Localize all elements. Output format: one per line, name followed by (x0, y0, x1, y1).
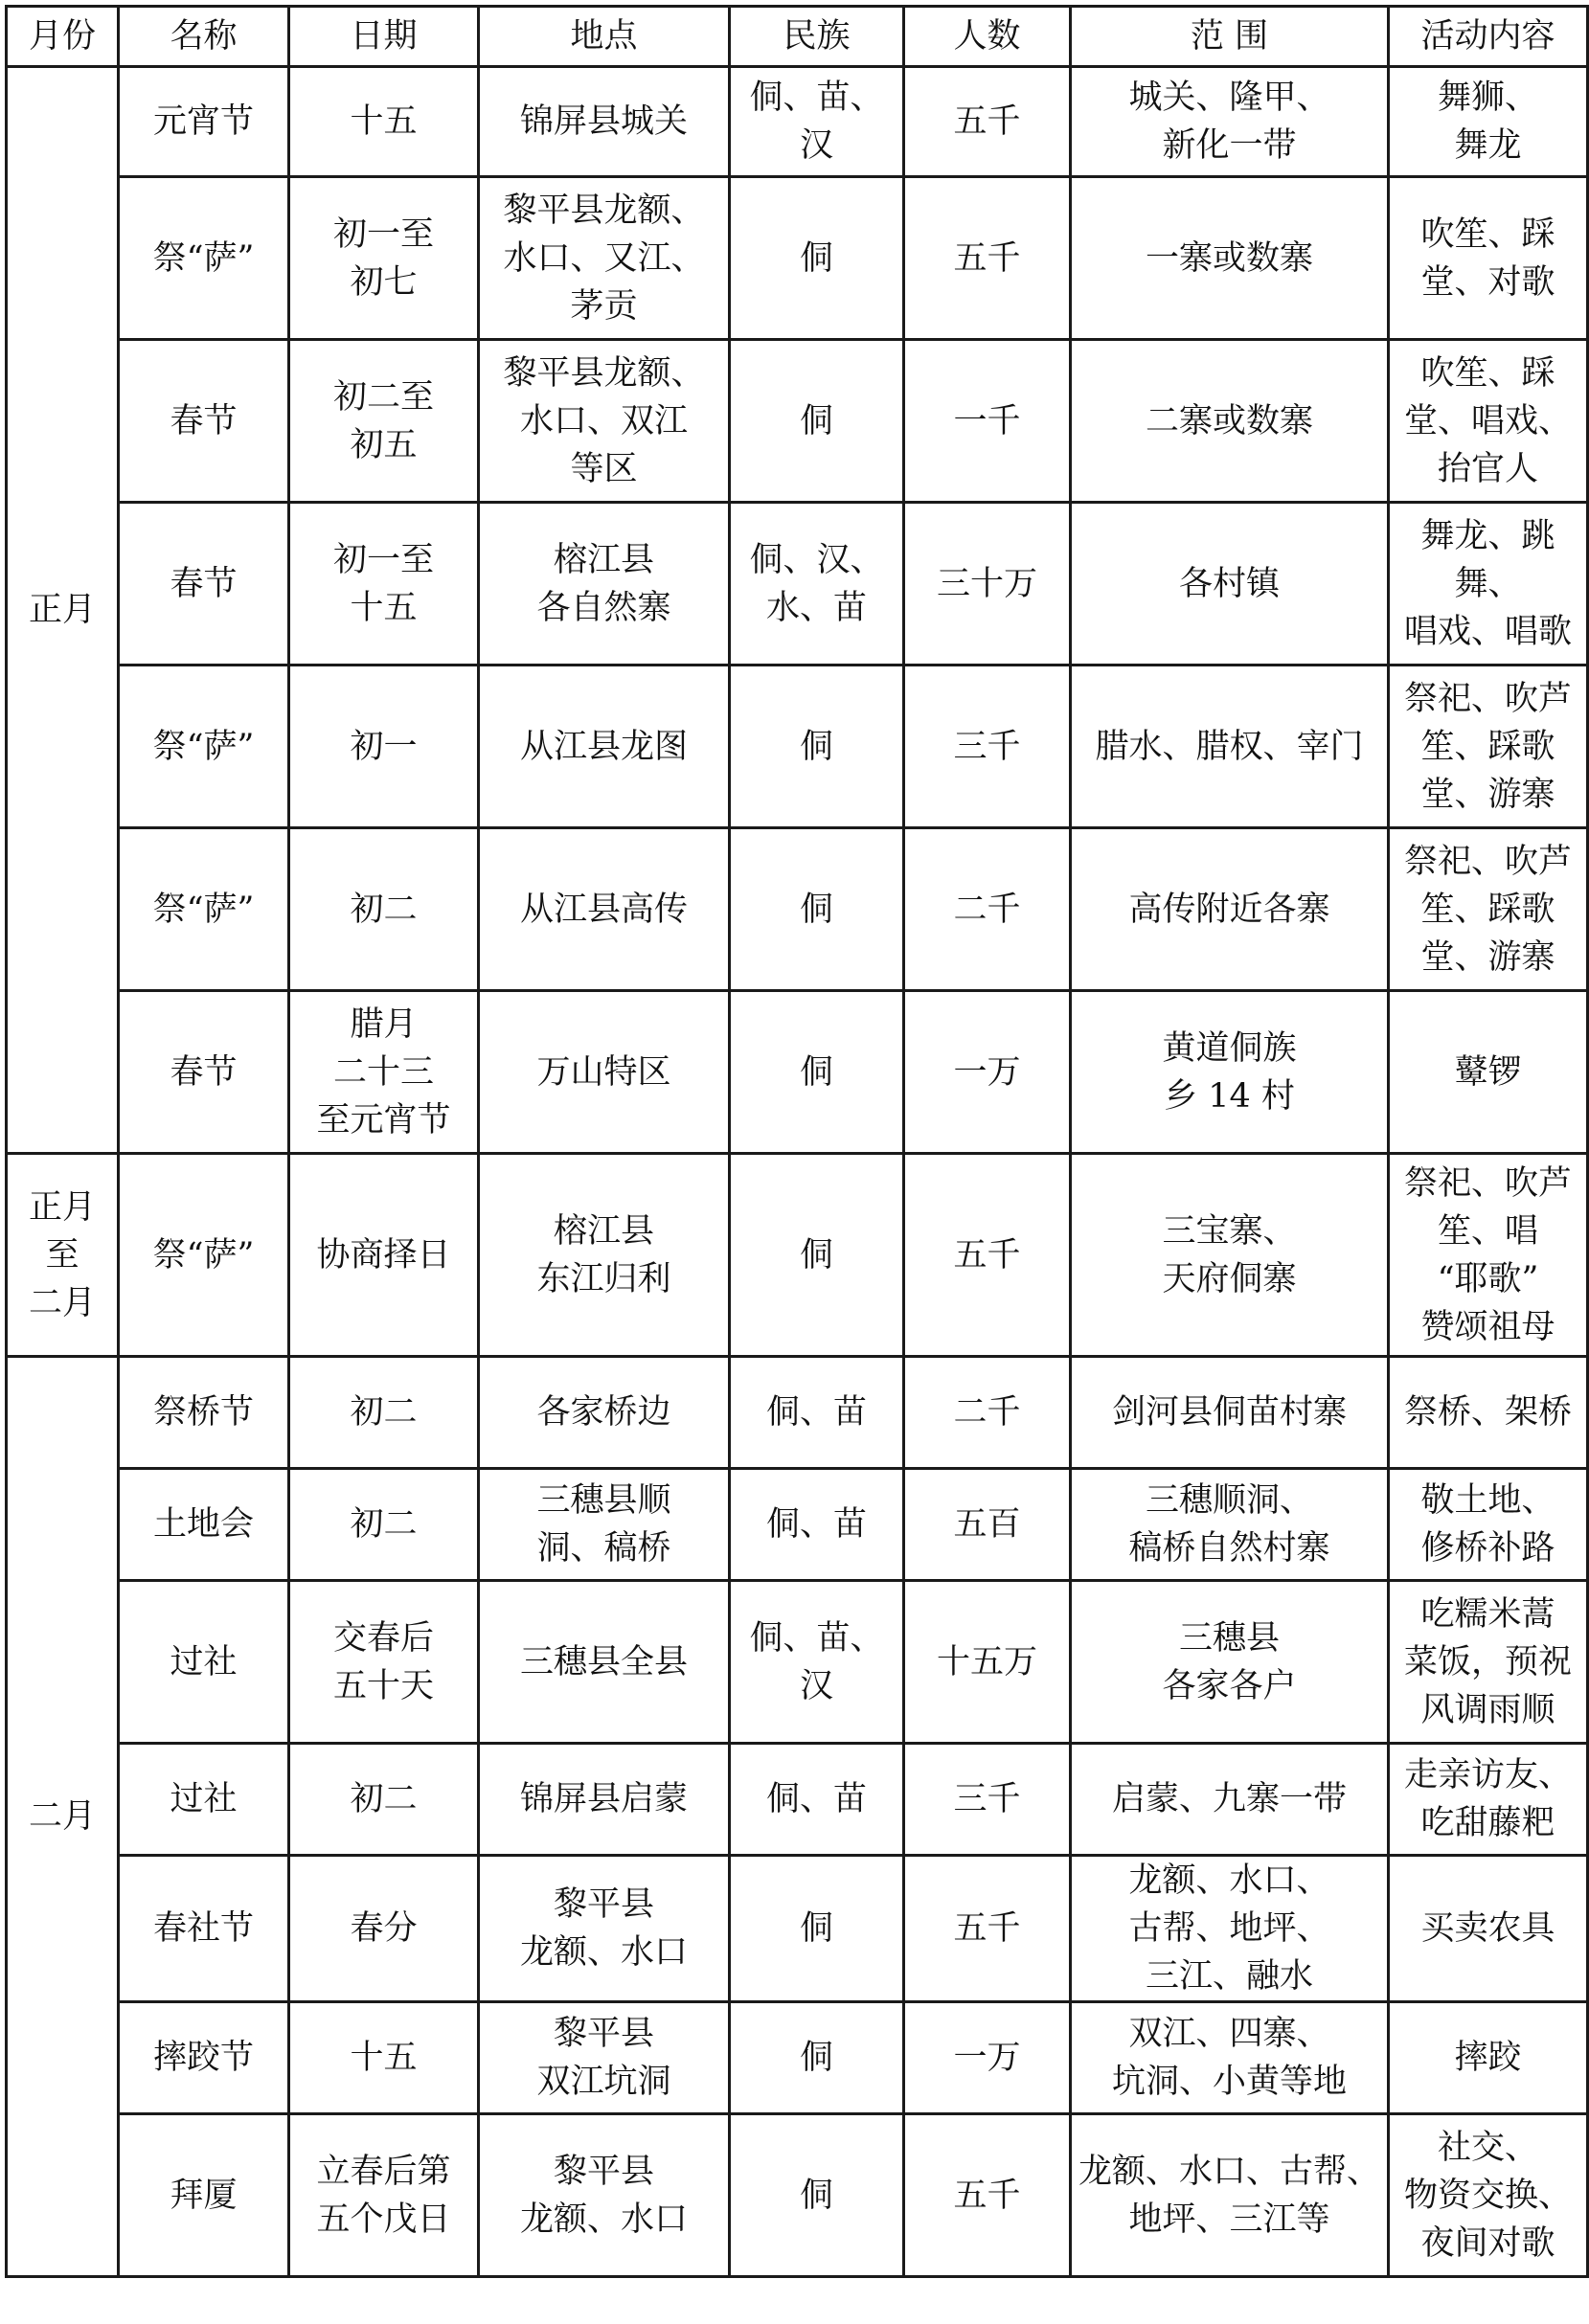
activity-cell: 祭祀、吹芦 笙、踩歌 堂、游寨 (1389, 828, 1588, 991)
header-activity: 活动内容 (1389, 7, 1588, 67)
count-cell: 一万 (904, 2002, 1071, 2114)
month-cell: 二月 (7, 1357, 119, 2277)
date-cell: 初二 (289, 1357, 479, 1469)
scope-cell: 启蒙、九寨一带 (1071, 1744, 1389, 1856)
month-cell: 正月 (7, 67, 119, 1154)
count-cell: 十五万 (904, 1581, 1071, 1744)
count-cell: 二千 (904, 1357, 1071, 1469)
place-cell: 榕江县 各自然寨 (479, 503, 730, 666)
table-row (7, 1856, 1588, 2002)
date-cell: 初二 (289, 1469, 479, 1581)
table-row (7, 2114, 1588, 2277)
activity-cell: 走亲访友、 吃甜藤粑 (1389, 1744, 1588, 1856)
count-cell: 五千 (904, 1856, 1071, 2002)
date-cell: 初二 (289, 828, 479, 991)
name-cell: 祭“萨” (119, 177, 289, 340)
activity-cell: 舞狮、 舞龙 (1389, 67, 1588, 177)
table-row (7, 67, 1588, 177)
scope-cell: 高传附近各寨 (1071, 828, 1389, 991)
date-cell: 交春后 五十天 (289, 1581, 479, 1744)
name-cell: 摔跤节 (119, 2002, 289, 2114)
date-cell: 协商择日 (289, 1154, 479, 1357)
name-cell: 过社 (119, 1744, 289, 1856)
scope-cell: 各村镇 (1071, 503, 1389, 666)
activity-cell: 敬土地、 修桥补路 (1389, 1469, 1588, 1581)
activity-cell: 吹笙、踩 堂、唱戏、 抬官人 (1389, 340, 1588, 503)
count-cell: 五千 (904, 67, 1071, 177)
scope-cell: 双江、四寨、 坑洞、小黄等地 (1071, 2002, 1389, 2114)
festival-table (5, 5, 1589, 2278)
scope-cell: 腊水、腊权、宰门 (1071, 666, 1389, 828)
ethnic-cell: 侗、苗 (730, 1357, 904, 1469)
table-row (7, 991, 1588, 1154)
table-row (7, 1744, 1588, 1856)
place-cell: 三穗县顺 洞、稿桥 (479, 1469, 730, 1581)
name-cell: 祭“萨” (119, 828, 289, 991)
name-cell: 元宵节 (119, 67, 289, 177)
date-cell: 初二至 初五 (289, 340, 479, 503)
table-row (7, 1154, 1588, 1357)
place-cell: 从江县龙图 (479, 666, 730, 828)
ethnic-cell: 侗 (730, 1154, 904, 1357)
ethnic-cell: 侗 (730, 666, 904, 828)
header-count: 人数 (904, 7, 1071, 67)
activity-cell: 吃糯米蒿 菜饭，预祝 风调雨顺 (1389, 1581, 1588, 1744)
count-cell: 三千 (904, 666, 1071, 828)
table-row (7, 666, 1588, 828)
name-cell: 土地会 (119, 1469, 289, 1581)
date-cell: 初一至 初七 (289, 177, 479, 340)
scope-cell: 黄道侗族 乡 14 村 (1071, 991, 1389, 1154)
activity-cell: 摔跤 (1389, 2002, 1588, 2114)
header-month: 月份 (7, 7, 119, 67)
ethnic-cell: 侗、苗 (730, 1744, 904, 1856)
name-cell: 春节 (119, 991, 289, 1154)
header-ethnic: 民族 (730, 7, 904, 67)
date-cell: 初一 (289, 666, 479, 828)
ethnic-cell: 侗 (730, 177, 904, 340)
ethnic-cell: 侗、苗、汉 (730, 67, 904, 177)
count-cell: 二千 (904, 828, 1071, 991)
scope-cell: 三穗县 各家各户 (1071, 1581, 1389, 1744)
name-cell: 祭“萨” (119, 1154, 289, 1357)
table-row (7, 177, 1588, 340)
place-cell: 黎平县 龙额、水口 (479, 1856, 730, 2002)
scope-cell: 城关、隆甲、 新化一带 (1071, 67, 1389, 177)
date-cell: 春分 (289, 1856, 479, 2002)
date-cell: 初二 (289, 1744, 479, 1856)
ethnic-cell: 侗 (730, 340, 904, 503)
ethnic-cell: 侗、苗、汉 (730, 1581, 904, 1744)
place-cell: 黎平县龙额、 水口、双江 等区 (479, 340, 730, 503)
date-cell: 立春后第 五个戊日 (289, 2114, 479, 2277)
place-cell: 各家桥边 (479, 1357, 730, 1469)
table-row (7, 340, 1588, 503)
place-cell: 榕江县 东江归利 (479, 1154, 730, 1357)
scope-cell: 龙额、水口、 古帮、地坪、 三江、融水 (1071, 1856, 1389, 2002)
place-cell: 锦屏县城关 (479, 67, 730, 177)
count-cell: 三十万 (904, 503, 1071, 666)
count-cell: 五千 (904, 1154, 1071, 1357)
place-cell: 三穗县全县 (479, 1581, 730, 1744)
scope-cell: 二寨或数寨 (1071, 340, 1389, 503)
activity-cell: 吹笙、踩 堂、对歌 (1389, 177, 1588, 340)
scope-cell: 一寨或数寨 (1071, 177, 1389, 340)
table-body (7, 67, 1588, 2277)
date-cell: 腊月 二十三 至元宵节 (289, 991, 479, 1154)
activity-cell: 社交、 物资交换、 夜间对歌 (1389, 2114, 1588, 2277)
activity-cell: 舞龙、跳舞、 唱戏、唱歌 (1389, 503, 1588, 666)
header-name: 名称 (119, 7, 289, 67)
ethnic-cell: 侗 (730, 991, 904, 1154)
table-row (7, 503, 1588, 666)
scope-cell: 三穗顺洞、 稿桥自然村寨 (1071, 1469, 1389, 1581)
table-row (7, 1357, 1588, 1469)
date-cell: 初一至 十五 (289, 503, 479, 666)
activity-cell: 祭桥、架桥 (1389, 1357, 1588, 1469)
count-cell: 五千 (904, 177, 1071, 340)
month-cell: 正月 至 二月 (7, 1154, 119, 1357)
place-cell: 从江县高传 (479, 828, 730, 991)
table-row (7, 1581, 1588, 1744)
ethnic-cell: 侗、苗 (730, 1469, 904, 1581)
date-cell: 十五 (289, 67, 479, 177)
ethnic-cell: 侗、汉、 水、苗 (730, 503, 904, 666)
count-cell: 一万 (904, 991, 1071, 1154)
scope-cell: 龙额、水口、古帮、 地坪、三江等 (1071, 2114, 1389, 2277)
activity-cell: 祭祀、吹芦 笙、唱 “耶歌” 赞颂祖母 (1389, 1154, 1588, 1357)
activity-cell: 买卖农具 (1389, 1856, 1588, 2002)
scope-cell: 三宝寨、 天府侗寨 (1071, 1154, 1389, 1357)
name-cell: 春社节 (119, 1856, 289, 2002)
ethnic-cell: 侗 (730, 828, 904, 991)
count-cell: 一千 (904, 340, 1071, 503)
header-scope: 范 围 (1071, 7, 1389, 67)
name-cell: 祭“萨” (119, 666, 289, 828)
place-cell: 万山特区 (479, 991, 730, 1154)
table-row (7, 828, 1588, 991)
place-cell: 锦屏县启蒙 (479, 1744, 730, 1856)
count-cell: 三千 (904, 1744, 1071, 1856)
name-cell: 春节 (119, 503, 289, 666)
date-cell: 十五 (289, 2002, 479, 2114)
name-cell: 春节 (119, 340, 289, 503)
name-cell: 祭桥节 (119, 1357, 289, 1469)
activity-cell: 祭祀、吹芦 笙、踩歌 堂、游寨 (1389, 666, 1588, 828)
name-cell: 拜厦 (119, 2114, 289, 2277)
ethnic-cell: 侗 (730, 2002, 904, 2114)
place-cell: 黎平县 龙额、水口 (479, 2114, 730, 2277)
activity-cell: 鼙锣 (1389, 991, 1588, 1154)
count-cell: 五百 (904, 1469, 1071, 1581)
name-cell: 过社 (119, 1581, 289, 1744)
header-row (7, 7, 1588, 67)
table-row (7, 1469, 1588, 1581)
ethnic-cell: 侗 (730, 2114, 904, 2277)
count-cell: 五千 (904, 2114, 1071, 2277)
place-cell: 黎平县龙额、 水口、又江、 茅贡 (479, 177, 730, 340)
header-place: 地点 (479, 7, 730, 67)
ethnic-cell: 侗 (730, 1856, 904, 2002)
table-row (7, 2002, 1588, 2114)
scope-cell: 剑河县侗苗村寨 (1071, 1357, 1389, 1469)
header-date: 日期 (289, 7, 479, 67)
place-cell: 黎平县 双江坑洞 (479, 2002, 730, 2114)
